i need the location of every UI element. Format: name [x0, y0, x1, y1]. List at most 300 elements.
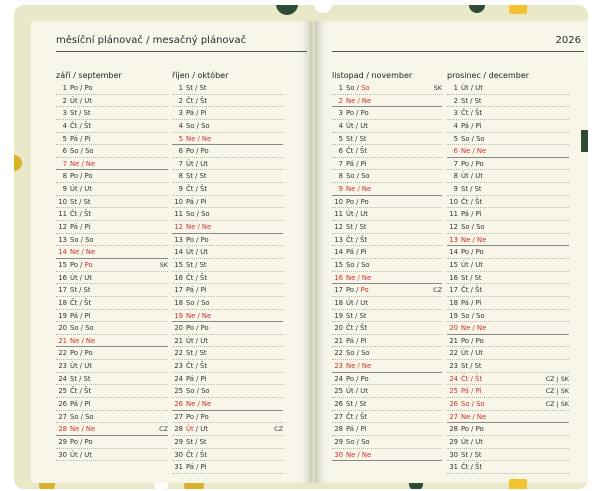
month-column-october [172, 70, 283, 474]
bookmark-ribbon [509, 5, 527, 14]
planner-year: 2026 [555, 35, 581, 46]
weekday-separator: / [193, 362, 201, 371]
day-number: 12 [449, 223, 458, 232]
weekday-cz: Čt [461, 109, 469, 118]
weekday-separator: / [78, 172, 85, 181]
weekday-sk: Po [360, 286, 369, 295]
weekday-separator: / [354, 197, 361, 206]
holiday-country-tag: CZ [433, 286, 442, 295]
weekday-separator: / [354, 84, 362, 92]
weekday-cz: Čt [70, 387, 78, 396]
weekday-sk: Po [84, 437, 93, 446]
weekday-sk: Št [475, 197, 483, 206]
weekday-sk: Št [200, 450, 208, 459]
weekday-cz: Pá [70, 223, 78, 232]
weekday-sk: Ne [201, 223, 212, 232]
weekday-separator: / [78, 84, 85, 92]
day-row [56, 449, 168, 462]
weekday-separator: / [193, 96, 201, 105]
day-number: 18 [174, 298, 183, 307]
day-row [56, 347, 168, 360]
weekday-sk: So [85, 147, 94, 156]
weekday-cz: Čt [461, 286, 469, 295]
day-number: 3 [338, 109, 343, 118]
holiday-country-tag: CZ [274, 425, 283, 434]
weekday-cz: St [70, 109, 77, 118]
day-row [56, 423, 168, 436]
weekday-sk: St [199, 84, 207, 92]
weekday-cz: Po [70, 349, 79, 358]
day-number: 21 [174, 336, 183, 345]
day-number: 24 [449, 374, 458, 383]
weekday-cz: Ne [461, 147, 471, 156]
weekday-separator: / [353, 159, 361, 168]
weekday-sk: Ne [476, 324, 487, 333]
weekday-sk: Ut [200, 425, 208, 434]
weekday-sk: St [359, 223, 367, 232]
weekday-sk: St [83, 286, 91, 295]
day-number: 14 [58, 248, 67, 257]
weekday-cz: Čt [346, 147, 354, 156]
weekday-separator: / [353, 412, 361, 421]
weekday-separator: / [468, 349, 476, 358]
day-row [56, 107, 168, 120]
day-row [56, 170, 168, 183]
weekday-separator: / [352, 400, 360, 409]
weekday-cz: Ne [186, 223, 196, 232]
day-row [332, 297, 442, 310]
weekday-sk: St [474, 273, 482, 282]
day-row [332, 322, 442, 335]
weekday-cz: Út [70, 450, 78, 459]
weekday-separator: / [193, 450, 201, 459]
weekday-sk: So [476, 400, 485, 409]
day-number: 11 [174, 210, 183, 219]
weekday-sk: Ut [360, 387, 368, 396]
day-number: 12 [174, 223, 183, 232]
day-number: 30 [334, 450, 343, 459]
weekday-cz: Čt [186, 185, 194, 194]
day-row [447, 297, 569, 310]
weekday-sk: Ut [84, 273, 92, 282]
weekday-sk: St [359, 400, 367, 409]
weekday-cz: So [346, 437, 355, 446]
day-row [56, 259, 168, 272]
day-number: 31 [449, 463, 458, 472]
day-row [172, 82, 283, 95]
weekday-cz: Po [346, 286, 355, 295]
weekday-separator: / [193, 185, 201, 194]
day-row [172, 259, 283, 272]
weekday-sk: So [201, 121, 210, 130]
weekday-separator: / [192, 172, 200, 181]
day-number: 11 [334, 210, 343, 219]
day-row [172, 221, 283, 234]
weekday-sk: Ne [361, 273, 372, 282]
day-number: 20 [334, 324, 343, 333]
day-row [447, 310, 569, 323]
day-number: 10 [449, 197, 458, 206]
day-row [56, 95, 168, 108]
weekday-cz: Út [461, 437, 469, 446]
weekday-sk: Pi [200, 197, 207, 206]
cover-dot [469, 5, 485, 13]
header-rule [56, 51, 307, 52]
weekday-cz: Pá [186, 286, 194, 295]
day-number: 31 [174, 463, 183, 472]
day-number: 27 [334, 412, 343, 421]
weekday-sk: Po [360, 197, 369, 206]
day-row [56, 272, 168, 285]
weekday-sk: Pi [200, 286, 207, 295]
weekday-sk: Pi [84, 400, 91, 409]
weekday-sk: St [83, 197, 91, 206]
weekday-cz: Út [346, 298, 354, 307]
day-number: 22 [174, 349, 183, 358]
weekday-separator: / [353, 210, 361, 219]
day-row [447, 95, 569, 108]
weekday-cz: St [186, 84, 193, 92]
weekday-cz: Út [461, 172, 469, 181]
weekday-cz: St [70, 374, 77, 383]
weekday-sk: Po [200, 412, 209, 421]
weekday-cz: Po [461, 336, 470, 345]
day-row [332, 145, 442, 158]
weekday-separator: / [468, 210, 476, 219]
weekday-cz: So [346, 84, 355, 92]
day-number: 29 [174, 437, 183, 446]
weekday-cz: Čt [346, 412, 354, 421]
weekday-separator: / [192, 84, 200, 92]
weekday-sk: St [199, 172, 207, 181]
weekday-separator: / [78, 437, 85, 446]
weekday-separator: / [193, 197, 201, 206]
weekday-sk: Pi [475, 121, 482, 130]
weekday-separator: / [77, 121, 85, 130]
weekday-sk: So [201, 387, 210, 396]
weekday-separator: / [470, 235, 477, 244]
day-row [447, 145, 569, 158]
weekday-cz: Út [186, 159, 194, 168]
weekday-sk: Ut [200, 248, 208, 257]
day-list [56, 82, 168, 461]
weekday-sk: Ne [361, 362, 372, 371]
weekday-separator: / [355, 96, 362, 105]
weekday-separator: / [77, 273, 85, 282]
weekday-sk: Po [475, 248, 484, 257]
weekday-sk: Ut [360, 210, 368, 219]
weekday-separator: / [79, 336, 86, 345]
weekday-separator: / [193, 425, 201, 434]
day-number: 13 [334, 235, 343, 244]
day-number: 30 [449, 450, 458, 459]
holiday-country-tag: CZ | SK [545, 400, 569, 409]
day-number: 1 [62, 84, 67, 92]
day-number: 19 [334, 311, 343, 320]
weekday-cz: St [186, 172, 193, 181]
day-row [447, 234, 569, 247]
day-number: 6 [178, 147, 183, 156]
day-row [172, 423, 283, 436]
day-row [447, 449, 569, 462]
weekday-separator: / [354, 374, 361, 383]
weekday-sk: Pi [360, 159, 367, 168]
day-number: 6 [338, 147, 343, 156]
weekday-cz: St [461, 185, 468, 194]
day-row [332, 335, 442, 348]
day-row [332, 120, 442, 133]
day-number: 16 [449, 273, 458, 282]
weekday-separator: / [193, 109, 201, 118]
weekday-sk: So [361, 172, 370, 181]
weekday-sk: Po [84, 260, 93, 269]
day-number: 7 [338, 159, 343, 168]
weekday-separator: / [77, 185, 85, 194]
weekday-separator: / [352, 134, 360, 143]
weekday-cz: Pá [346, 336, 354, 345]
weekday-cz: Ne [461, 324, 471, 333]
weekday-sk: So [201, 210, 210, 219]
weekday-separator: / [76, 109, 84, 118]
weekday-sk: Št [360, 412, 368, 421]
day-row [56, 246, 168, 259]
day-row [447, 347, 569, 360]
day-number: 6 [62, 147, 67, 156]
day-number: 24 [174, 374, 183, 383]
day-number: 2 [338, 96, 343, 105]
day-row [172, 170, 283, 183]
weekday-separator: / [353, 387, 361, 396]
weekday-sk: Po [84, 349, 93, 358]
right-page [317, 21, 588, 483]
weekday-sk: Pi [84, 311, 91, 320]
weekday-separator: / [353, 324, 361, 333]
weekday-sk: So [361, 260, 370, 269]
day-row [56, 284, 168, 297]
day-row [172, 461, 283, 474]
day-number: 4 [178, 121, 183, 130]
day-number: 5 [178, 134, 183, 143]
weekday-cz: Čt [461, 197, 469, 206]
weekday-sk: St [474, 450, 482, 459]
weekday-cz: St [346, 400, 353, 409]
weekday-cz: Po [186, 412, 195, 421]
day-number: 7 [62, 159, 67, 168]
day-number: 3 [453, 109, 458, 118]
day-row [447, 208, 569, 221]
day-number: 20 [58, 324, 67, 333]
weekday-separator: / [352, 311, 360, 320]
day-row [172, 120, 283, 133]
day-number: 15 [334, 260, 343, 269]
day-row [172, 107, 283, 120]
weekday-cz: Pá [186, 197, 194, 206]
weekday-cz: Po [70, 260, 79, 269]
weekday-sk: St [359, 311, 367, 320]
weekday-separator: / [468, 298, 476, 307]
month-heading: září / september [56, 71, 122, 80]
day-number: 5 [62, 134, 67, 143]
day-number: 17 [449, 286, 458, 295]
weekday-cz: Po [70, 84, 79, 92]
weekday-separator: / [77, 298, 85, 307]
weekday-sk: Ne [85, 159, 96, 168]
month-column-december [447, 70, 569, 474]
day-row [447, 246, 569, 259]
weekday-sk: Ne [85, 248, 96, 257]
weekday-separator: / [194, 210, 202, 219]
day-row [447, 284, 569, 297]
weekday-separator: / [78, 147, 86, 156]
weekday-separator: / [353, 298, 361, 307]
holiday-country-tag: CZ [159, 425, 168, 434]
weekday-cz: So [461, 223, 470, 232]
day-number: 22 [58, 349, 67, 358]
weekday-separator: / [467, 96, 475, 105]
weekday-separator: / [353, 147, 361, 156]
weekday-sk: Št [475, 374, 483, 383]
day-number: 11 [58, 210, 67, 219]
day-number: 9 [338, 185, 343, 194]
weekday-separator: / [469, 159, 476, 168]
day-row [172, 272, 283, 285]
day-number: 15 [449, 260, 458, 269]
weekday-sk: St [474, 96, 482, 105]
weekday-cz: Čt [186, 273, 194, 282]
month-heading: prosinec / december [447, 71, 530, 80]
weekday-sk: Ut [475, 349, 483, 358]
weekday-cz: Čt [186, 450, 194, 459]
day-row [172, 360, 283, 373]
weekday-cz: Po [461, 248, 470, 257]
day-row [332, 436, 442, 449]
day-number: 23 [174, 362, 183, 371]
weekday-sk: St [83, 109, 91, 118]
day-number: 26 [449, 400, 458, 409]
weekday-sk: Št [360, 324, 368, 333]
weekday-cz: Čt [461, 463, 469, 472]
weekday-cz: Ne [70, 248, 80, 257]
day-number: 16 [174, 273, 183, 282]
day-row [332, 411, 442, 424]
weekday-sk: So [476, 311, 485, 320]
weekday-sk: Ne [85, 425, 96, 434]
day-list [172, 82, 283, 474]
day-row [332, 360, 442, 373]
weekday-separator: / [194, 298, 202, 307]
weekday-separator: / [468, 84, 476, 92]
weekday-cz: Po [461, 425, 470, 434]
day-number: 6 [453, 147, 458, 156]
day-number: 8 [62, 172, 67, 181]
weekday-separator: / [354, 172, 362, 181]
day-row [56, 208, 168, 221]
weekday-sk: Ne [85, 336, 96, 345]
weekday-cz: Út [70, 273, 78, 282]
weekday-separator: / [195, 134, 202, 143]
weekday-cz: Čt [461, 374, 469, 383]
weekday-separator: / [469, 223, 477, 232]
weekday-sk: Po [475, 159, 484, 168]
month-column-november [332, 70, 442, 461]
weekday-cz: Ne [70, 159, 80, 168]
weekday-sk: Ne [361, 96, 372, 105]
weekday-cz: So [186, 387, 195, 396]
weekday-separator: / [77, 387, 85, 396]
day-number: 21 [449, 336, 458, 345]
cover-dot [314, 5, 332, 13]
weekday-separator: / [195, 223, 202, 232]
weekday-separator: / [353, 235, 361, 244]
day-number: 20 [174, 324, 183, 333]
day-number: 22 [449, 349, 458, 358]
weekday-sk: St [199, 349, 207, 358]
weekday-cz: Pá [70, 400, 78, 409]
weekday-cz: Út [70, 185, 78, 194]
day-row [447, 158, 569, 171]
weekday-sk: Ne [476, 235, 487, 244]
day-number: 16 [334, 273, 343, 282]
weekday-cz: Ne [461, 412, 471, 421]
weekday-sk: Pi [360, 248, 367, 257]
day-row [332, 385, 442, 398]
day-number: 19 [58, 311, 67, 320]
weekday-sk: Pi [200, 463, 207, 472]
weekday-separator: / [78, 235, 86, 244]
day-number: 19 [174, 311, 183, 320]
weekday-separator: / [352, 223, 360, 232]
weekday-separator: / [76, 286, 84, 295]
day-row [447, 259, 569, 272]
weekday-sk: Ut [475, 172, 483, 181]
weekday-separator: / [468, 387, 476, 396]
weekday-cz: Út [461, 349, 469, 358]
book-spine [310, 21, 317, 483]
day-row [332, 158, 442, 171]
holiday-country-tag: SK [433, 84, 442, 92]
weekday-cz: Út [186, 336, 194, 345]
day-row [56, 335, 168, 348]
weekday-sk: So [201, 298, 210, 307]
day-number: 15 [174, 260, 183, 269]
weekday-cz: Út [70, 362, 78, 371]
weekday-separator: / [354, 260, 362, 269]
day-number: 4 [338, 121, 343, 130]
day-row [172, 335, 283, 348]
weekday-sk: St [474, 362, 482, 371]
day-row [172, 196, 283, 209]
day-row [56, 360, 168, 373]
weekday-sk: St [199, 260, 207, 269]
day-number: 25 [174, 387, 183, 396]
day-number: 10 [58, 197, 67, 206]
weekday-cz: Po [70, 437, 79, 446]
day-number: 25 [334, 387, 343, 396]
weekday-separator: / [78, 412, 86, 421]
day-number: 17 [174, 286, 183, 295]
day-row [56, 436, 168, 449]
day-row [56, 385, 168, 398]
day-number: 12 [58, 223, 67, 232]
weekday-sk: Po [84, 172, 93, 181]
day-row [56, 411, 168, 424]
day-number: 8 [338, 172, 343, 181]
day-row [447, 385, 569, 398]
weekday-separator: / [468, 437, 476, 446]
weekday-separator: / [195, 400, 202, 409]
weekday-separator: / [77, 311, 85, 320]
weekday-separator: / [77, 223, 85, 232]
